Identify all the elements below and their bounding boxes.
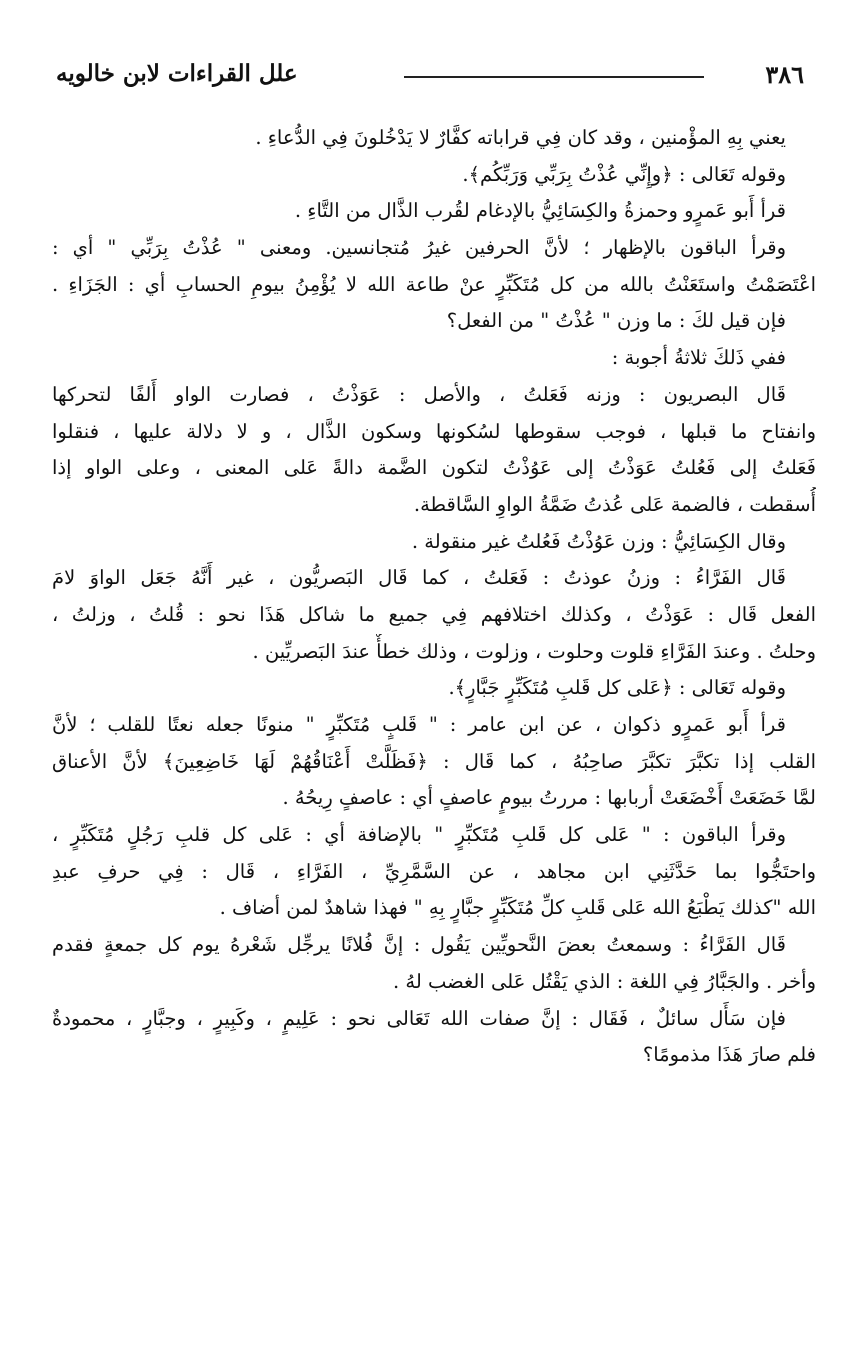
text-line: الفعل قَال : عَوَذْتُ ، وكذلك اختلافهم فِي جميع ما شاكل هَذَا نحو : قُلتُ ، وزلتُ ، [52, 602, 816, 626]
page-body [52, 120, 816, 1074]
text-line: قَال البصريون : وزنه فَعَلتُ ، والأصل : عَوَذْتُ ، فصارت الواو أَلفًا لتحركها [52, 382, 786, 406]
running-header [50, 56, 812, 96]
text-line: فإن سَأَل سائلٌ ، فَقَال : إنَّ صفات الله تَعَالى نحو : عَلِيمٍ ، وكَبِيرٍ ، وجبَّارٍ ، محمودةٌ [52, 1006, 786, 1030]
text-line: فإن قيل لكَ : ما وزن " عُذْتُ " من الفعل؟ [446, 309, 786, 333]
text-line: وأخر . والجَبَّارُ فِي اللغة : الذي يَقْتُل عَلى الغضب لهُ . [392, 969, 816, 993]
text-line: قرأ أَبو عَمرٍو وحمزةُ والكِسَائِيُّ بالإدغام لقُرب الذَّال من التَّاءِ . [294, 199, 786, 223]
text-line: قَال الفَرَّاءُ : وزنُ عوذتُ : فَعَلتُ ، كما قَال البَصريُّون ، غير أَنَّهُ جَعَل الواوَ لامَ [52, 566, 786, 590]
text-line: واحتَجُّوا بما حَدَّثَنِي ابن مجاهد ، عن السَّمَّرِيِّ ، الفَرَّاءِ ، قَال : فِي حرفِ عبدِ [52, 859, 816, 883]
text-line: اعْتَصَمْتُ واستَعَنْتُ بالله من كل مُتَكَبِّرٍ عنْ طاعة الله لا يُؤْمِنُ بيومِ الحسابِ أي : الجَزَاءِ . [52, 272, 816, 296]
text-line: وقرأ الباقون بالإظهار ؛ لأنَّ الحرفين غيرُ مُتجانسين. ومعنى " عُذْتُ بِرَبِّي " أي : [52, 236, 786, 260]
text-line: قَال الفَرَّاءُ : وسمعتُ بعضَ النَّحويِّين يَقُول : إنَّ فُلانًا يرجِّل شَعْرهُ يوم كل جمعةٍ فقدم [52, 933, 786, 957]
text-line: فَعَلتُ إلى فَعُلتُ عَوَذْتُ إلى عَوُذْتُ لتكون الضَّمة دالةً عَلى المعنى ، وعلى الواو إذا [52, 456, 816, 480]
text-line: القلب إذا تكبَّرَ تكبَّرَ صاحِبُهُ ، كما قَال : ﴿فَظَلَّتْ أَعْنَاقُهُمْ لَهَا خَاضِعِينَ﴾ لأنَّ الأعناق [52, 749, 816, 773]
text-line: لمَّا خَضَعَتْ أَخْضَعَتْ أربابها : مررتُ بيومٍ عاصفٍ أي : عاصفٍ رِيحُهُ . [282, 786, 816, 810]
text-line: الله "كذلك يَطْبَعُ الله عَلى قَلبِ كلِّ مُتَكَبِّرٍ جبَّارٍ بِهِ " فهذا شاهدٌ لمن أضاف . [219, 896, 816, 920]
text-line: وقرأ الباقون : " عَلى كل قَلبِ مُتَكبِّرٍ " بالإضافة أي : عَلى كل قلبِ رَجُلٍ مُتَكَبِّرٍ ، [52, 823, 786, 847]
text-line: أُسقطت ، فالضمة عَلى عُذتُ ضَمَّةُ الواوِ السَّاقطة. [413, 492, 816, 516]
text-line: وقوله تَعَالى : ﴿وإِنِّي عُذْتُ بِرَبِّي وَرَبِّكُم﴾. [462, 162, 786, 186]
text-line: فلم صارَ هَذَا مذمومًا؟ [642, 1043, 816, 1067]
header-rule [404, 76, 704, 78]
text-line: وانفتاح ما قبلها ، فوجب سقوطها لسُكونها وسكون الذَّال ، و لا دلالة عليها ، فنقلوا [52, 419, 816, 443]
text-line: وقوله تَعَالى : ﴿عَلى كل قَلبِ مُتَكَبِّرٍ جَبَّارٍ﴾. [448, 676, 786, 700]
text-line: قرأ أَبو عَمرٍو ذكوان ، عن ابن عامر : " قَلبٍ مُتَكبِّرٍ " منونًا جعله نعتًا للقلب ؛ لأنَّ [52, 713, 786, 736]
book-title: علل القراءات لابن خالويه [56, 60, 298, 87]
text-line: ففي ذَلكَ ثلاثةُ أجوبة : [611, 346, 786, 370]
text-line: يعني بِهِ المؤْمنين ، وقد كان فِي قراباته كفَّارٌ لا يَدْخُلونَ فِي الدُّعاءِ . [255, 126, 786, 149]
text-line: وقال الكِسَائِيُّ : وزن عَوُذْتُ فَعُلتُ غير منقولة . [411, 529, 786, 553]
text-line: وحلتُ . وعندَ الفَرَّاءِ قلوت وحلوت ، وزلوت ، وذلك خطأٌ عندَ البَصريِّين . [252, 639, 816, 663]
page-number: ٣٨٦ [765, 60, 804, 89]
